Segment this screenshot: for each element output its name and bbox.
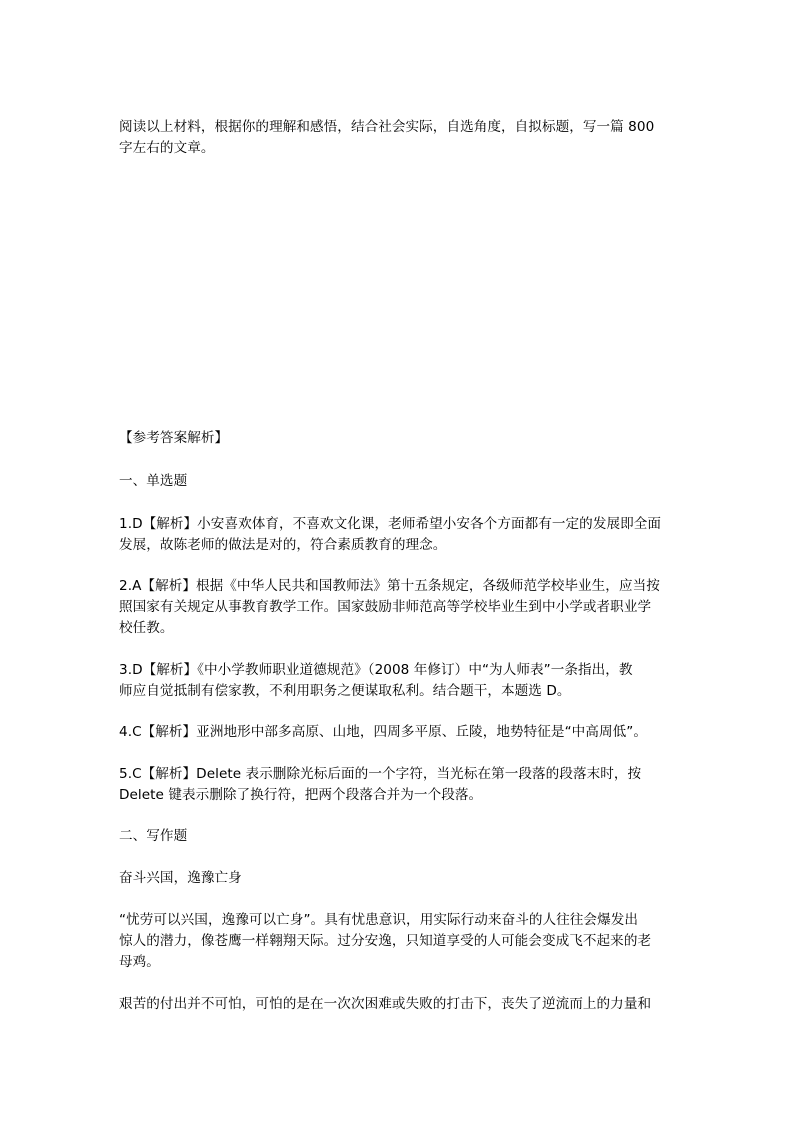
essay-line: 惊人的潜力，像苍鹰一样翱翔天际。过分安逸，只知道享受的人可能会变成飞不起来的老: [119, 933, 652, 949]
answer-1: [119, 514, 679, 556]
answer-2: [119, 576, 679, 639]
essay-paragraph-1: [119, 910, 679, 973]
answer-line: 5.C【解析】Delete 表示删除光标后面的一个字符，当光标在第一段落的段落末时，按: [119, 766, 642, 782]
answer-line: 照国家有关规定从事教育教学工作。国家鼓励非师范高等学校毕业生到中小学或者职业学: [119, 599, 652, 615]
answer-line: 师应自觉抵制有偿家教，不利用职务之便谋取私利。结合题干，本题选 D。: [119, 683, 571, 699]
answer-4: [119, 722, 679, 743]
writing-prompt: [119, 117, 679, 159]
section-heading-writing: 二、写作题: [119, 828, 188, 844]
answer-5: [119, 764, 679, 806]
essay-line: 母鸡。: [119, 954, 160, 970]
answers-heading: 【参考答案解析】: [119, 430, 229, 446]
answer-line: 校任教。: [119, 620, 174, 636]
answer-line: 2.A【解析】根据《中华人民共和国教师法》第十五条规定，各级师范学校毕业生，应当按: [119, 578, 660, 594]
answer-3: [119, 660, 679, 702]
answer-line: 1.D【解析】小安喜欢体育，不喜欢文化课，老师希望小安各个方面都有一定的发展即全面: [119, 516, 662, 532]
essay-title: 奋斗兴国，逸豫亡身: [119, 870, 242, 886]
answer-line: Delete 键表示删除了换行符，把两个段落合并为一个段落。: [119, 787, 483, 803]
prompt-line: 阅读以上材料，根据你的理解和感悟，结合社会实际，自选角度，自拟标题，写一篇 800: [119, 119, 655, 135]
essay-paragraph-2: [119, 994, 679, 1015]
essay-line: 艰苦的付出并不可怕，可怕的是在一次次困难或失败的打击下，丧失了逆流而上的力量和: [119, 996, 652, 1012]
essay-line: “忧劳可以兴国，逸豫可以亡身”。具有忧患意识，用实际行动来奋斗的人往往会爆发出: [119, 912, 639, 928]
answer-line: 4.C【解析】亚洲地形中部多高原、山地，四周多平原、丘陵，地势特征是“中高周低”。: [119, 724, 647, 740]
section-heading-single-choice: 一、单选题: [119, 473, 188, 489]
prompt-line: 字左右的文章。: [119, 140, 215, 156]
answer-line: 3.D【解析】《中小学教师职业道德规范》（2008 年修订）中“为人师表”一条指出，教: [119, 662, 633, 678]
answer-line: 发展，故陈老师的做法是对的，符合素质教育的理念。: [119, 537, 447, 553]
